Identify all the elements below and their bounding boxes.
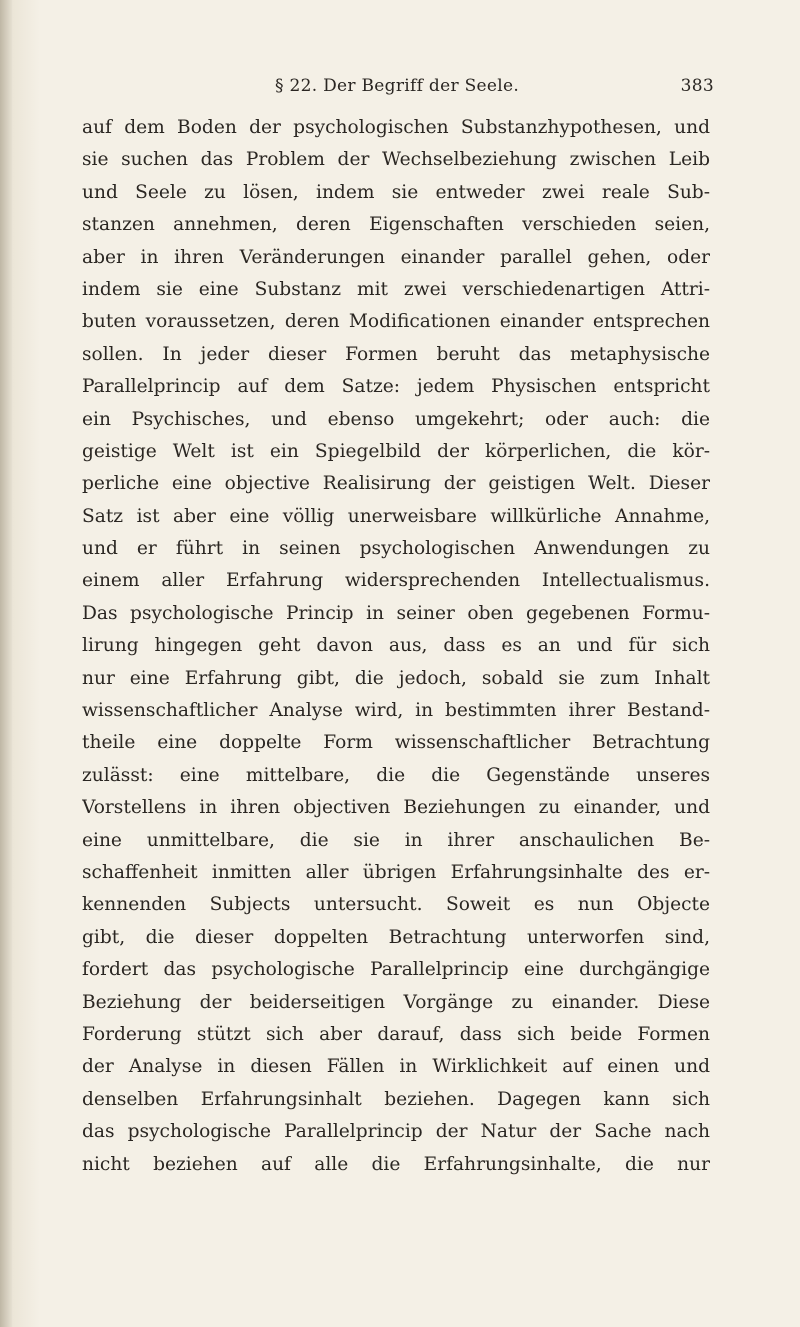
- text-line: das psychologische Parallelprincip der Natur der Sache nach: [82, 1121, 710, 1143]
- text-line: Parallelprincip auf dem Satze: jedem Physischen entspricht: [82, 376, 710, 398]
- text-line: einem aller Erfahrung widersprechenden Intellectualismus.: [82, 570, 710, 592]
- text-line: geistige Welt ist ein Spiegelbild der körperlichen, die kör-: [82, 440, 710, 462]
- text-line: denselben Erfahrungsinhalt beziehen. Dagegen kann sich: [82, 1088, 710, 1110]
- text-line: indem sie eine Substanz mit zwei verschiedenartigen Attri-: [82, 278, 710, 300]
- text-line: aber in ihren Veränderungen einander parallel gehen, oder: [82, 246, 710, 268]
- text-line: nicht beziehen auf alle die Erfahrungsinhalte, die nur: [82, 1153, 710, 1175]
- text-line: Beziehung der beiderseitigen Vorgänge zu einander. Diese: [82, 991, 710, 1013]
- text-line: kennenden Subjects untersucht. Soweit es nun Objecte: [82, 894, 710, 916]
- text-line: wissenschaftlicher Analyse wird, in bestimmten ihrer Bestand-: [82, 700, 710, 722]
- text-line: sollen. In jeder dieser Formen beruht das metaphysische: [82, 343, 710, 365]
- text-line: gibt, die dieser doppelten Betrachtung unterworfen sind,: [82, 926, 710, 948]
- text-line: lirung hingegen geht davon aus, dass es an und für sich: [82, 635, 710, 657]
- text-line: perliche eine objective Realisirung der geistigen Welt. Dieser: [82, 473, 710, 495]
- text-line: Satz ist aber eine völlig unerweisbare willkürliche Annahme,: [82, 505, 710, 527]
- text-line: schaffenheit inmitten aller übrigen Erfahrungsinhalte des er-: [82, 861, 710, 883]
- text-line: Forderung stützt sich aber darauf, dass sich beide Formen: [82, 1023, 710, 1045]
- text-line: der Analyse in diesen Fällen in Wirklichkeit auf einen und: [82, 1056, 710, 1078]
- text-line: Vorstellens in ihren objectiven Beziehungen zu einander, und: [82, 797, 710, 819]
- text-line: fordert das psychologische Parallelprincip eine durchgängige: [82, 959, 710, 981]
- text-line: theile eine doppelte Form wissenschaftlicher Betrachtung: [82, 732, 710, 754]
- text-line: auf dem Boden der psychologischen Substanzhypothesen, und: [82, 117, 710, 138]
- text-line: und er führt in seinen psychologischen Anwendungen zu: [82, 538, 710, 560]
- text-line: und Seele zu lösen, indem sie entweder zwei reale Sub-: [82, 181, 710, 203]
- text-line: eine unmittelbare, die sie in ihrer anschaulichen Be-: [82, 829, 710, 851]
- text-line: sie suchen das Problem der Wechselbeziehung zwischen Leib: [82, 149, 710, 171]
- page-number: 383: [680, 76, 714, 96]
- text-line: stanzen annehmen, deren Eigenschaften verschieden seien,: [82, 214, 710, 236]
- text-line: buten voraussetzen, deren Modificationen einander entsprechen: [82, 311, 710, 333]
- text-line: nur eine Erfahrung gibt, die jedoch, sobald sie zum Inhalt: [82, 667, 710, 689]
- binding-shadow: [0, 0, 12, 1327]
- text-line: zulässt: eine mittelbare, die die Gegenstände unseres: [82, 764, 710, 786]
- text-line: Das psychologische Princip in seiner oben gegebenen Formu-: [82, 602, 710, 624]
- body-text: [82, 112, 710, 1181]
- text-line: ein Psychisches, und ebenso umgekehrt; oder auch: die: [82, 408, 710, 430]
- running-head: [80, 76, 714, 104]
- section-title: § 22. Der Begriff der Seele.: [274, 76, 520, 96]
